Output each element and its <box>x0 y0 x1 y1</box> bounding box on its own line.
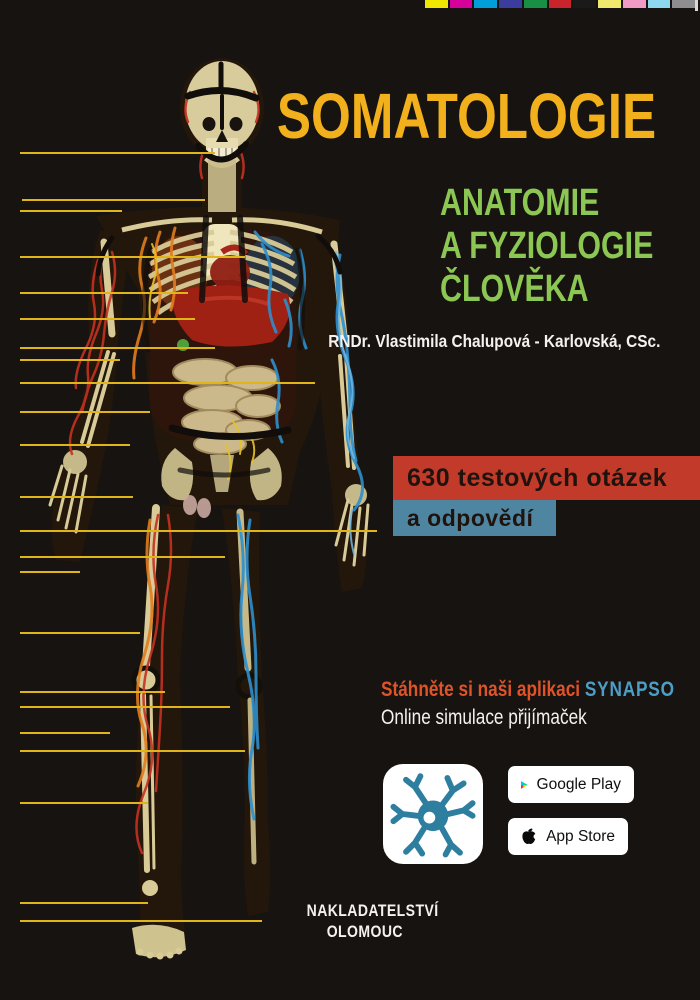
promo-prefix-text: Stáhněte si naši aplikaci <box>381 678 581 701</box>
color-swatch <box>474 0 497 8</box>
answers-badge <box>393 500 556 536</box>
app-store-label: App Store <box>546 827 615 845</box>
author-line <box>283 331 660 352</box>
color-swatch <box>672 0 695 8</box>
color-swatch <box>499 0 522 8</box>
color-swatch <box>573 0 596 8</box>
app-name: SYNAPSO <box>584 678 675 701</box>
subtitle-line-2: A FYZIOLOGIE <box>440 225 654 267</box>
google-play-badge[interactable] <box>508 766 634 803</box>
google-play-triangle-icon <box>521 775 528 795</box>
answers-badge-text: a odpovědí <box>407 504 534 531</box>
color-swatch <box>623 0 646 8</box>
color-swatch <box>598 0 621 8</box>
google-play-label: Google Play <box>536 775 621 793</box>
apple-logo-icon <box>521 827 537 847</box>
questions-badge <box>393 456 700 500</box>
questions-badge-text: 630 testových otázek <box>407 463 668 492</box>
synapso-app-icon <box>383 764 483 864</box>
color-swatch <box>524 0 547 8</box>
print-color-strip <box>425 0 695 8</box>
color-swatch <box>549 0 572 8</box>
promo-line-1 <box>381 676 675 704</box>
subtitle-line-1: ANATOMIE <box>440 182 600 224</box>
publisher-line-2: OLOMOUC <box>326 923 404 941</box>
author-name: RNDr. Vlastimila Chalupová - Karlovská, CSc. <box>327 331 660 351</box>
color-swatch <box>425 0 448 8</box>
publisher-line-1: NAKLADATELSTVÍ <box>306 902 439 920</box>
page-title <box>182 80 656 152</box>
neuron-icon <box>388 769 478 859</box>
title-text: SOMATOLOGIE <box>276 80 656 152</box>
app-store-badge[interactable] <box>508 818 628 855</box>
app-promo <box>381 676 700 732</box>
promo-line-2: Online simulace přijímaček <box>381 706 587 729</box>
subtitle-line-3: ČLOVĚKA <box>440 268 589 310</box>
subtitle <box>440 182 700 311</box>
color-swatch <box>648 0 671 8</box>
publisher <box>295 901 439 943</box>
trim-mark <box>695 0 698 11</box>
color-swatch <box>450 0 473 8</box>
